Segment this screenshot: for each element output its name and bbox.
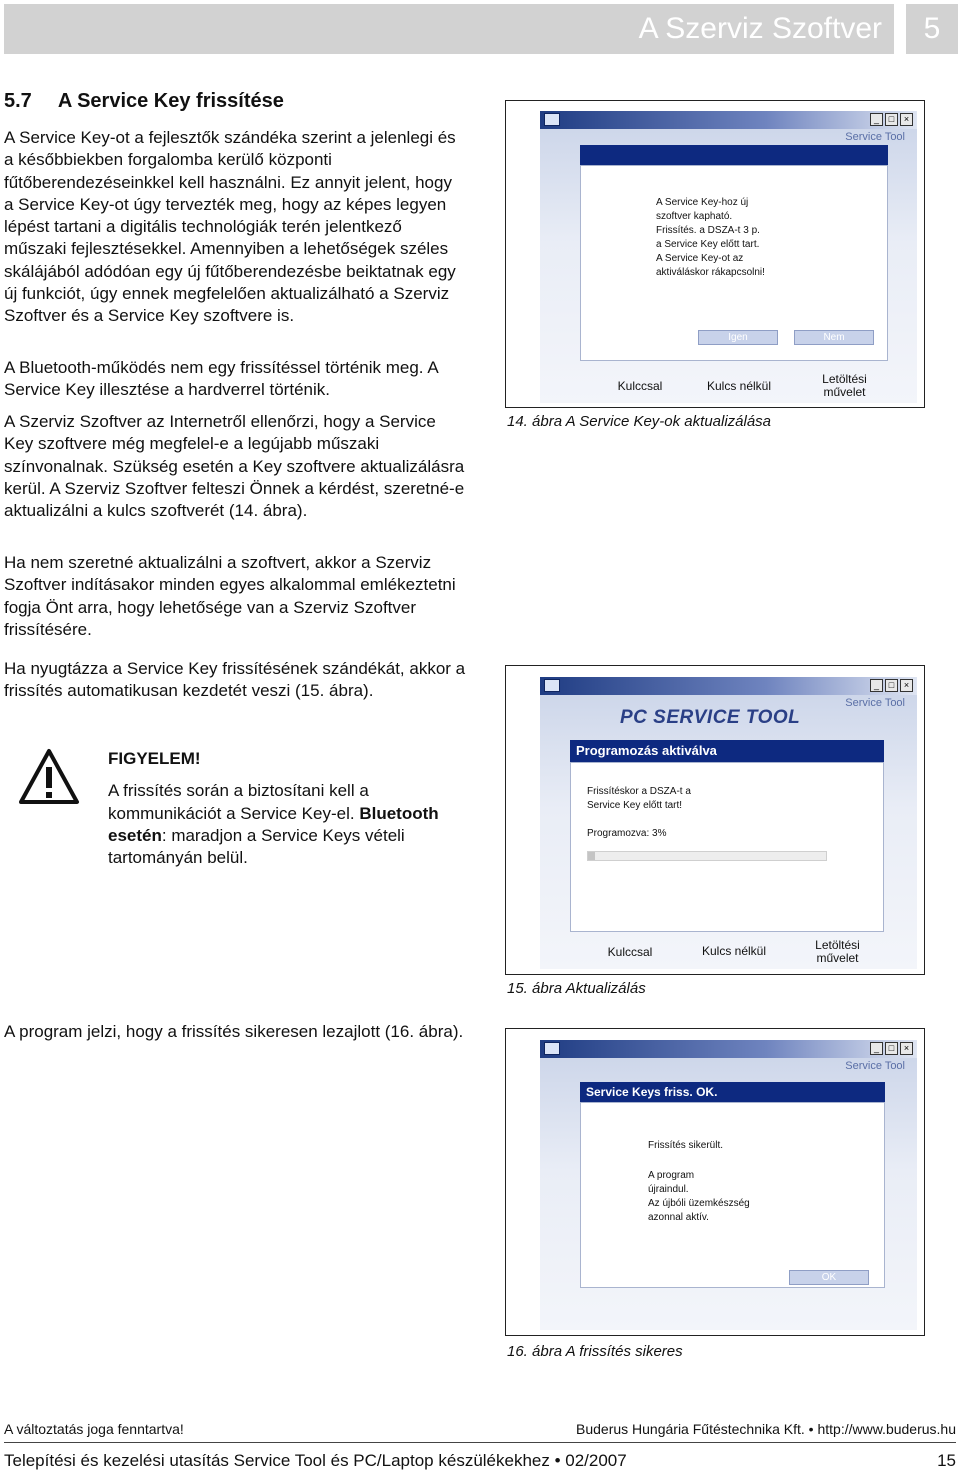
app-label: Service Tool: [845, 697, 905, 709]
warning-title: FIGYELEM!: [108, 749, 201, 768]
maximize-icon[interactable]: □: [885, 1042, 898, 1055]
page-number: 15: [937, 1451, 956, 1470]
update-dialog: [580, 165, 888, 361]
status-band: Service Keys friss. OK.: [580, 1082, 885, 1102]
pc-service-tool-logo: PC SERVICE TOOL: [620, 707, 801, 728]
minimize-icon[interactable]: _: [870, 113, 883, 126]
app-icon[interactable]: [544, 679, 560, 692]
message-line: aktiváláskor rákapcsolni!: [656, 267, 765, 278]
app-icon[interactable]: [544, 113, 560, 126]
ok-button[interactable]: OK: [789, 1270, 869, 1285]
maximize-icon[interactable]: □: [885, 679, 898, 692]
bottom-tabs: [540, 369, 917, 403]
message-line: újraindul.: [648, 1184, 689, 1195]
progress-bar: [587, 851, 827, 861]
footer-notice: A változtatás joga fenntartva!: [4, 1421, 184, 1437]
message-line: Service Key előtt tart!: [587, 800, 683, 811]
message-line: Frissítés. a DSZA-t 3 p.: [656, 225, 760, 236]
tab-without-key[interactable]: Kulcs nélkül: [706, 379, 772, 393]
paragraph-internet-check: A Szerviz Szoftver az Internetről ellenőrzi, hogy a Service Key szoftvere még megfelel-e a legújabb műszaki színvonalnak. Szükség esetén a Key szoftvere aktualizálásra kerül. A Szerviz Szoftver felteszi Önnek a kérdést, szeretné-e aktualizálni a kulcs szoftverét (14. ábra).: [4, 412, 465, 521]
tab-with-key[interactable]: Kulccsal: [617, 379, 663, 393]
paragraph-intro: A Service Key-ot a fejlesztők szándéka szerint a jelenlegi és a későbbiekben forgalomba kerülő központi fűtőberendezéseinkkel kell használni. Ez annyit jelent, hogy a Service Key-ot úgy tervezték meg, hogy az képes legyen lépést tartani a digitális technológiák terén jelentkező műszaki fejlesztésekkel. Amennyiben a lehetőségek széles skálájából adódóan egy új fűtőberendezésbe beiktatnak egy új funkciót, úgy ennek megfelelően aktualizálható a Szerviz Szoftver és a Service Key szoftvere is.: [4, 128, 456, 326]
message-line: Az újbóli üzemkészség: [648, 1198, 750, 1209]
figure-16-caption: 16. ábra A frissítés sikeres: [507, 1343, 683, 1360]
programming-dialog: [570, 762, 884, 932]
dialog-message: [587, 785, 691, 813]
warning-bold: Bluetooth esetén: [108, 803, 439, 845]
status-band: Programozás aktiválva: [570, 740, 884, 762]
figure-14-caption: 14. ábra A Service Key-ok aktualizálása: [507, 413, 772, 430]
title-bar: [540, 677, 917, 695]
close-icon[interactable]: ×: [900, 1042, 913, 1055]
message-line: a Service Key előtt tart.: [656, 239, 760, 250]
section-title: A Service Key frissítése: [57, 90, 284, 112]
message-line: A Service Key-ot az: [656, 253, 744, 264]
dialog-message: [656, 196, 765, 280]
figure-16-screenshot: [505, 1028, 925, 1336]
chapter-title: A Szerviz Szoftver: [4, 4, 894, 54]
minimize-icon[interactable]: _: [870, 1042, 883, 1055]
warning-text-2: : maradjon a Service Keys vételi tartományán belül.: [108, 825, 405, 868]
figure-15-screenshot: [505, 665, 925, 975]
tab-download[interactable]: Letöltési művelet: [822, 372, 867, 399]
warning-triangle-icon: [18, 748, 80, 806]
window-update-prompt: [540, 111, 917, 403]
tab-without-key[interactable]: Kulcs nélkül: [701, 944, 767, 958]
paragraph-success: A program jelzi, hogy a frissítés sikeresen lezajlott (16. ábra).: [4, 1022, 464, 1041]
warning-text-1: A frissítés során a biztosítani kell a kommunikációt a Service Key-el.: [108, 781, 369, 823]
success-dialog: [580, 1102, 885, 1288]
dialog-band: [580, 145, 888, 165]
yes-button[interactable]: Igen: [698, 330, 778, 345]
chapter-number: 5: [906, 4, 958, 54]
progress-label: Programozva: 3%: [587, 828, 667, 839]
window-success: [540, 1040, 917, 1330]
title-bar: [540, 111, 917, 129]
app-label: Service Tool: [845, 1060, 905, 1072]
footer-company: Buderus Hungária Fűtéstechnika Kft. • http://www.buderus.hu: [576, 1421, 956, 1437]
message-line: szoftver kapható.: [656, 211, 733, 222]
restart-message: [648, 1169, 750, 1225]
no-button[interactable]: Nem: [794, 330, 874, 345]
progress-fill: [588, 852, 595, 860]
message-line: A program: [648, 1170, 695, 1181]
figure-14-screenshot: [505, 100, 925, 408]
app-icon[interactable]: [544, 1042, 560, 1055]
footer-divider: [4, 1442, 956, 1443]
paragraph-confirm: Ha nyugtázza a Service Key frissítésének szándékát, akkor a frissítés automatikusan kezdetét veszi (15. ábra).: [4, 659, 466, 701]
section-number: 5.7: [4, 90, 32, 112]
title-bar: [540, 1040, 917, 1058]
tab-download[interactable]: Letöltési művelet: [815, 938, 860, 965]
section-heading: [4, 90, 284, 113]
close-icon[interactable]: ×: [900, 113, 913, 126]
window-programming: [540, 677, 917, 969]
message-line: Frissítéskor a DSZA-t a: [587, 786, 691, 797]
paragraph-reminder: Ha nem szeretné aktualizálni a szoftvert, akkor a Szerviz Szoftver indításakor minden egyes alkalommal emlékeztetni fogja Önt arra, hogy lehetősége van a Szerviz Szoftver frissítésére.: [4, 553, 456, 639]
message-line: azonnal aktív.: [648, 1212, 709, 1223]
close-icon[interactable]: ×: [900, 679, 913, 692]
bottom-tabs: [540, 935, 917, 969]
warning-block: [108, 748, 468, 869]
tab-with-key[interactable]: Kulccsal: [607, 945, 653, 959]
footer-document-title: Telepítési és kezelési utasítás Service Tool és PC/Laptop készülékekhez • 02/2007: [4, 1451, 627, 1470]
maximize-icon[interactable]: □: [885, 113, 898, 126]
message-line: A Service Key-hoz új: [656, 197, 749, 208]
paragraph-bluetooth: A Bluetooth-működés nem egy frissítéssel történik meg. A Service Key illesztése a hardverrel történik.: [4, 358, 438, 400]
figure-15-caption: 15. ábra Aktualizálás: [507, 980, 646, 997]
minimize-icon[interactable]: _: [870, 679, 883, 692]
warning-text: [108, 780, 468, 869]
success-message: Frissítés sikerült.: [648, 1140, 724, 1151]
app-label: Service Tool: [845, 131, 905, 143]
